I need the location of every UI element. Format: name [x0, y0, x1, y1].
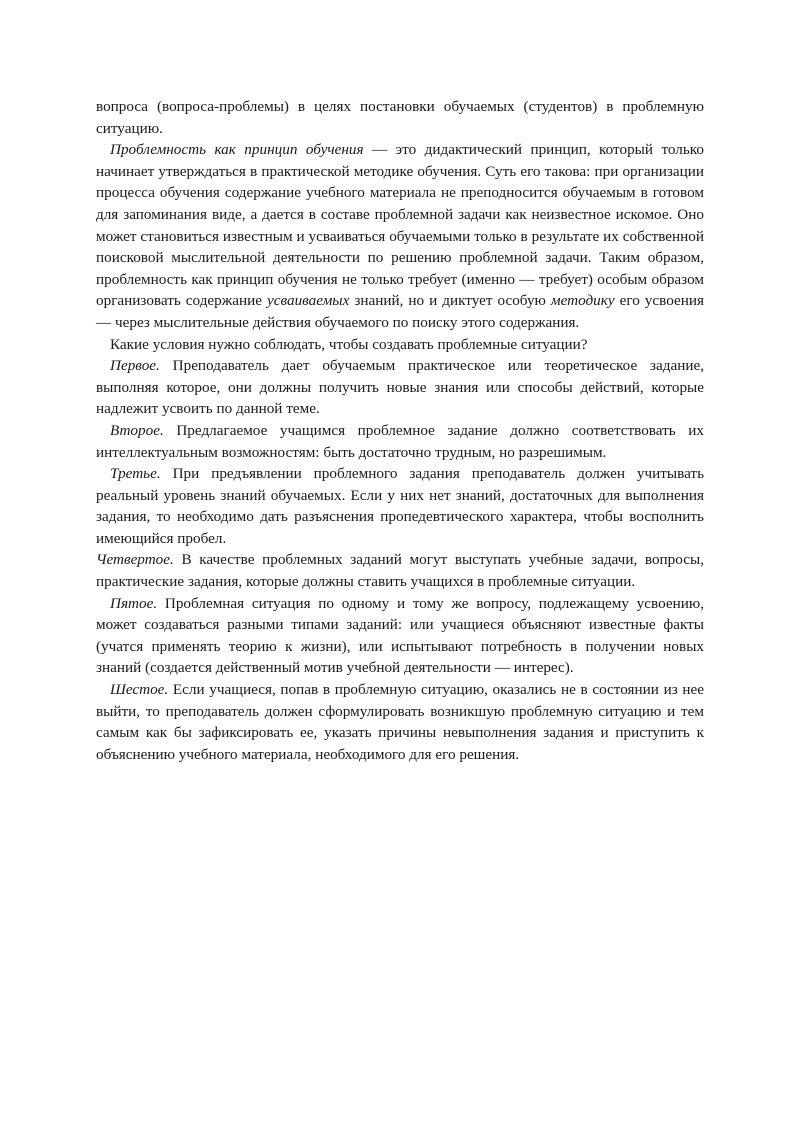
- condition-label: Второе.: [110, 421, 164, 439]
- term-italic: Проблемность как принцип обучения: [110, 141, 364, 159]
- paragraph-condition-fourth: [96, 549, 704, 592]
- paragraph-text: вопроса (вопроса-проблемы) в целях постановки обучаемых (студентов) в проблемную ситуацию.: [96, 98, 704, 137]
- paragraph-text: Если учащиеся, попав в проблемную ситуацию, оказались не в состоянии из нее выйти, то преподаватель должен сформулировать возникшую проблемную ситуацию и тем самым как бы зафиксировать ее, указать причины невыполнения задания и приступить к объяснению учебного материала, необходимого для его решения.: [96, 681, 704, 763]
- term-italic: усваиваемых: [267, 292, 350, 310]
- term-italic: методику: [550, 292, 615, 310]
- paragraph-text: его усвоения — через мыслительные действия обучаемого по поиску этого содержания.: [96, 292, 704, 331]
- paragraph-text: — это дидактический принцип, который только начинает утверждаться в практической методике обучения. Суть его такова: при организации процесса обучения содержание учебного материала не преподносится обучаемым в готовом для запоминания виде, а дается в составе проблемной задачи как неизвестное искомое. Оно может становиться известным и усваиваться обучаемыми только в результате их собственной поисковой мыслительной деятельности по решению проблемной задачи. Таким образом, проблемность как принцип обучения не только требует (именно — требует) особым образом организовать содержание: [96, 141, 704, 310]
- paragraph-question: [96, 334, 704, 356]
- document-page: [96, 96, 704, 765]
- paragraph-condition-fifth: [96, 593, 704, 679]
- paragraph-condition-second: [96, 420, 704, 463]
- condition-label: Пятое.: [110, 594, 158, 612]
- paragraph-text: В качестве проблемных заданий могут выступать учебные задачи, вопросы, практические задания, которые должны ставить учащихся в проблемные ситуации.: [96, 551, 704, 591]
- paragraph-text: Предлагаемое учащимся проблемное задание должно соответствовать их интеллектуальным возможностям: быть достаточно трудным, но разрешимым.: [96, 421, 704, 461]
- paragraph-condition-third: [96, 463, 704, 549]
- paragraph-text: знаний, но и диктует особую: [349, 292, 551, 310]
- condition-label: Шестое.: [110, 681, 169, 699]
- paragraph-problem-principle: [96, 139, 704, 333]
- condition-label: Первое.: [110, 357, 160, 375]
- paragraph-text: Преподаватель дает обучаемым практическое или теоретическое задание, выполняя которое, они должны получить новые знания или способы действий, которые надлежит усвоить по данной теме.: [96, 357, 704, 418]
- paragraph-condition-sixth: [96, 679, 704, 765]
- paragraph-text: Какие условия нужно соблюдать, чтобы создавать проблемные ситуации?: [110, 335, 588, 353]
- condition-label: Четвертое.: [96, 551, 174, 569]
- paragraph-condition-first: [96, 355, 704, 420]
- paragraph-intro-continuation: [96, 96, 704, 139]
- paragraph-text: Проблемная ситуация по одному и тому же вопросу, подлежащему усвоению, может создаваться разными типами заданий: или учащиеся объясняют известные факты (учатся применять теорию к жизни), или испытывают потребность в получении новых знаний (создается действенный мотив учебной деятельности — интерес).: [96, 594, 704, 677]
- paragraph-text: При предъявлении проблемного задания преподаватель должен учитывать реальный уровень знаний обучаемых. Если у них нет знаний, достаточных для выполнения задания, то необходимо дать разъяснения пропедевтического характера, чтобы восполнить имеющийся пробел.: [96, 465, 704, 547]
- condition-label: Третье.: [110, 465, 161, 483]
